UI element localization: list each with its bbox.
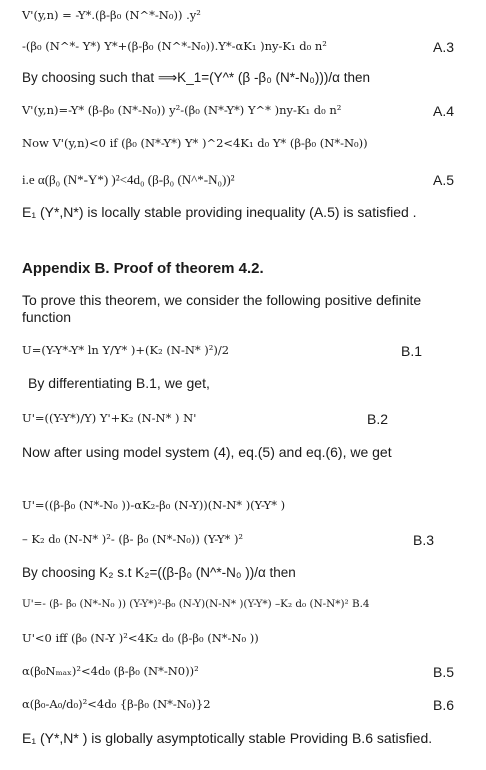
equation-text: U'=- (β- β₀ (N*-N₀ )) (Y-Y*)²-β₀ (N-Y)(N-N* )(Y-Y*) –K₂ d₀ (N-N*)² B.4 (22, 598, 370, 610)
equation-tag: B.2 (366, 411, 388, 427)
equation-tag: A.5 (432, 172, 454, 188)
body-text: Now after using model system (4), eq.(5) and eq.(6), we get (22, 444, 392, 460)
equation-b3-line1 (22, 498, 470, 512)
equation-tag: B.1 (400, 343, 422, 359)
appendix-b-heading (22, 260, 470, 277)
condition-now-line (22, 136, 470, 150)
differentiating-line (28, 375, 470, 391)
equation-text: α(β₀Nₘₐₓ)²<4d₀ (β-β₀ (N*-N0))² (22, 664, 199, 678)
body-text: E₁ (Y*,N*) is locally stable providing inequality (A.5) is satisfied . (22, 204, 417, 220)
equation-text: Now V'(y,n)<0 if (β₀ (N*-Y*) Y* )^2<4K₁ d₀ Y* (β-β₀ (N*-N₀)) (22, 136, 368, 150)
proof-intro-paragraph (22, 292, 470, 326)
equation-a4 (22, 103, 470, 117)
equation-text: V'(y,n)=-Y* (β-β₀ (N*-N₀)) y²-(β₀ (N*-Y*) Y^* )ny-K₁ d₀ n² (22, 103, 342, 117)
body-text: To prove this theorem, we consider the following positive definite function (22, 292, 422, 325)
equation-text: U=(Y-Y*-Y* ln Y/Y* )+(K₂ (N-N* )²)/2 (22, 343, 230, 357)
choosing-k2-line (22, 565, 470, 580)
body-text: By choosing K₂ s.t K₂=((β-β₀ (N^*-N₀ ))/α then (22, 565, 296, 580)
equation-text: U'=((β-β₀ (N*-N₀ ))-αK₂-β₀ (N-Y))(N-N* )(Y-Y* ) (22, 498, 286, 512)
equation-tag: B.6 (432, 697, 454, 713)
stability-statement-a (22, 204, 470, 221)
equation-text: i.e α(β₀ (N*-Y*) )²<4d₀ (β-β₀ (N^*-N₀))² (22, 172, 235, 187)
equation-text: U'=((Y-Y*)/Y) Y'+K₂ (N-N* ) N' (22, 411, 197, 425)
choosing-k1-line (22, 70, 470, 86)
equation-text: – K₂ d₀ (N-N* )²- (β- β₀ (N*-N₀)) (Y-Y* )² (22, 532, 244, 546)
equation-a5 (22, 172, 470, 188)
equation-tag: A.4 (432, 103, 454, 119)
body-text: By differentiating B.1, we get, (28, 375, 210, 391)
equation-text: -(β₀ (N^*- Y*) Y*+(β-β₀ (N^*-N₀)).Y*-αK₁ )ny-K₁ d₀ n² (22, 39, 327, 53)
stability-statement-b (22, 730, 470, 747)
model-system-paragraph (22, 444, 470, 461)
equation-tag: B.3 (412, 532, 434, 548)
condition-u-prime (22, 631, 470, 645)
section-heading: Appendix B. Proof of theorem 4.2. (22, 260, 264, 277)
equation-b2 (22, 411, 470, 425)
equation-b5 (22, 664, 470, 678)
equation-b6 (22, 697, 470, 711)
equation-text: V'(y,n) = -Y*.(β-β₀ (N^*-N₀)) .y² (22, 8, 201, 22)
equation-b1 (22, 343, 470, 357)
equation-v-prime-line1 (22, 8, 470, 22)
equation-text: α(β₀-A₀/d₀)²<4d₀ {β-β₀ (N*-N₀)}2 (22, 697, 211, 711)
equation-b4 (22, 598, 470, 610)
equation-a3 (22, 39, 470, 53)
body-text: E₁ (Y*,N* ) is globally asymptotically stable Providing B.6 satisfied. (22, 730, 433, 746)
equation-tag: A.3 (432, 39, 454, 55)
equation-b3 (22, 532, 470, 546)
equation-tag: B.5 (432, 664, 454, 680)
body-text: By choosing such that ⟹K_1=(Y^* (β -β₀ (N*-N₀)))/α then (22, 70, 370, 85)
equation-text: U'<0 iff (β₀ (N-Y )²<4K₂ d₀ (β-β₀ (N*-N₀ )) (22, 631, 259, 645)
